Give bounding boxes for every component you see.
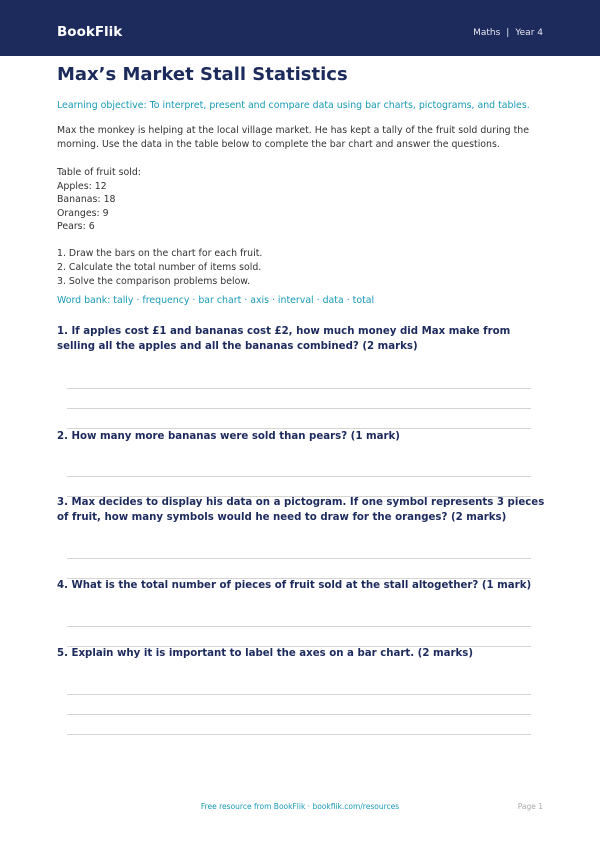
table-row: Oranges: 9: [57, 207, 109, 219]
page-header: [0, 0, 600, 56]
page-title: Max’s Market Stall Statistics: [57, 64, 348, 85]
instruction-item: 2. Calculate the total number of items sold.: [57, 262, 262, 273]
table-row: Bananas: 18: [57, 194, 116, 205]
learning-objective: Learning objective: To interpret, present and compare data using bar charts, pictograms, and tables.: [57, 100, 530, 111]
answer-line[interactable]: [67, 714, 531, 715]
footer-text: Free resource from BookFlik · bookflik.com/resources: [200, 802, 400, 811]
question-4: 4. What is the total number of pieces of fruit sold at the stall altogether? (1 mark): [57, 580, 532, 591]
intro-text: Max the monkey is helping at the local village market. He has kept a tally of the fruit sold during the morning. Use the data in the table below to complete the bar chart and answer the questions.: [57, 125, 529, 150]
fruit-table: [57, 166, 141, 234]
answer-line[interactable]: [67, 558, 531, 559]
brand-logo: BookFlik: [57, 24, 123, 40]
subject-year-label: [473, 28, 543, 38]
table-heading: Table of fruit sold:: [57, 167, 141, 178]
table-row: Pears: 6: [57, 221, 95, 232]
question-1: 1. If apples cost £1 and bananas cost £2, how much money did Max make from selling all the apples and all the bananas combined? (2 marks): [57, 326, 511, 352]
instruction-item: 3. Solve the comparison problems below.: [57, 276, 251, 287]
page-number: Page 1: [517, 802, 543, 811]
instruction-item: 1. Draw the bars on the chart for each fruit.: [57, 248, 263, 259]
instruction-list: [57, 247, 262, 289]
answer-line[interactable]: [67, 734, 531, 735]
question-3: 3. Max decides to display his data on a pictogram. If one symbol represents 3 pieces of fruit, how many symbols would he need to draw for the oranges? (2 marks): [57, 497, 545, 523]
answer-line[interactable]: [67, 388, 531, 389]
year-label: Year 4: [515, 28, 543, 38]
question-5: 5. Explain why it is important to label the axes on a bar chart. (2 marks): [57, 648, 473, 659]
answer-line[interactable]: [67, 626, 531, 627]
answer-line[interactable]: [67, 476, 531, 477]
word-bank: Word bank: tally · frequency · bar chart · axis · interval · data · total: [57, 295, 375, 306]
answer-line[interactable]: [67, 694, 531, 695]
answer-line[interactable]: [67, 408, 531, 409]
subject-label: Maths: [473, 28, 501, 38]
table-row: Apples: 12: [57, 180, 107, 192]
meta-separator: |: [506, 28, 510, 38]
question-2: 2. How many more bananas were sold than pears? (1 mark): [57, 431, 400, 442]
